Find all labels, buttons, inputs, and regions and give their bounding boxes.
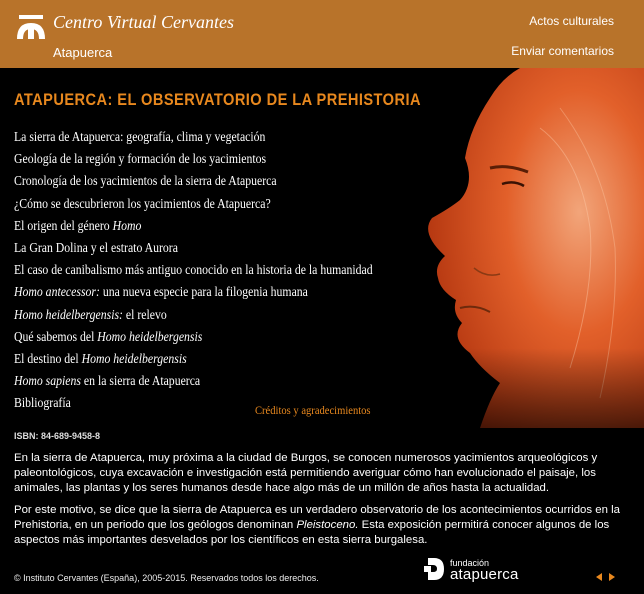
fundacion-label: fundación xyxy=(450,558,490,568)
page-title: ATAPUERCA: EL OBSERVATORIO DE LA PREHISTORIA xyxy=(14,90,421,109)
intro-paragraph-1: En la sierra de Atapuerca, muy próxima a la ciudad de Burgos, se conocen numerosos yacimientos arqueológicos y paleontológicos, cuya excavación e investigación está permitiendo averiguar cómo han evolucionado el paisaje, los animales, las plantas y los seres humanos desde hace algo más de un millón de años hasta la actualidad. xyxy=(14,452,598,494)
topic-text: Geología de la región y formación de los yacimientos xyxy=(14,152,267,168)
topic-italic: Homo heidelbergensis xyxy=(97,329,203,345)
topic-italic: Homo xyxy=(112,218,142,234)
intro2-italic: Pleistoceno. xyxy=(296,519,359,531)
topic-text: ¿Cómo se descubrieron los yacimientos de Atapuerca? xyxy=(14,196,271,212)
topic-link[interactable] xyxy=(14,285,308,300)
topic-italic: Homo antecessor: xyxy=(14,285,100,301)
copyright-notice: © Instituto Cervantes (España), 2005-2015. Reservados todos los derechos. xyxy=(14,573,319,583)
topic-link[interactable] xyxy=(14,330,202,345)
next-arrow-icon[interactable] xyxy=(609,573,615,581)
topic-text: La Gran Dolina y el estrato Aurora xyxy=(14,240,178,256)
topic-item[interactable] xyxy=(14,306,373,328)
topic-link[interactable] xyxy=(14,241,178,256)
topic-item[interactable] xyxy=(14,128,373,150)
isbn-label: ISBN: 84-689-9458-8 xyxy=(14,431,101,441)
credits-link[interactable]: Créditos y agradecimientos xyxy=(255,403,371,417)
topic-text-post: el relevo xyxy=(122,307,167,323)
topic-list xyxy=(14,128,441,416)
topic-text: El destino del xyxy=(14,351,82,367)
topic-text: Bibliografía xyxy=(14,396,71,412)
topic-item[interactable] xyxy=(14,195,373,217)
header-bar xyxy=(0,0,644,68)
intro2-text-a: Por este motivo, se dice que la sierra de Atapuerca es un verdadero observatorio de los acontecimientos ocurridos en la Prehistoria, en un periodo que los geólogos denominan xyxy=(14,504,620,531)
nav-actos-culturales-link[interactable]: Actos culturales xyxy=(529,14,614,28)
topic-text: La sierra de Atapuerca: geografía, clima y vegetación xyxy=(14,130,266,145)
topic-item[interactable] xyxy=(14,283,373,305)
topic-text: El origen del género xyxy=(14,218,113,234)
atapuerca-label: atapuerca xyxy=(450,566,519,583)
topic-link[interactable] xyxy=(14,374,200,389)
topic-text: Qué sabemos del xyxy=(14,329,98,345)
fundacion-logo-icon xyxy=(424,556,446,582)
topic-item[interactable] xyxy=(14,350,373,372)
topic-link[interactable] xyxy=(14,352,187,367)
topic-link[interactable] xyxy=(14,396,71,411)
topic-item[interactable] xyxy=(14,217,373,239)
topic-text-post: una nueva especie para la filogenia humana xyxy=(99,285,308,301)
prev-arrow-icon[interactable] xyxy=(596,573,602,581)
topic-item[interactable] xyxy=(14,328,373,350)
intro2-text-b: Esta exposición permitirá conocer algunos de los aspectos más importantes desvelados por los científicos en esta sierra burgalesa. xyxy=(14,519,610,546)
cervantes-logo-icon[interactable] xyxy=(15,13,47,41)
topic-text: Cronología de los yacimientos de la sierra de Atapuerca xyxy=(14,174,277,190)
topic-italic: Homo heidelbergensis: xyxy=(14,307,123,323)
section-name[interactable]: Atapuerca xyxy=(53,45,113,60)
topic-link[interactable] xyxy=(14,308,167,323)
topic-link[interactable] xyxy=(14,263,373,278)
topic-link[interactable] xyxy=(14,130,265,145)
topic-text-post: en la sierra de Atapuerca xyxy=(80,374,201,390)
fundacion-atapuerca-logo[interactable] xyxy=(424,556,524,584)
topic-italic: Homo heidelbergensis xyxy=(81,351,187,367)
topic-item[interactable] xyxy=(14,261,373,283)
topic-item[interactable] xyxy=(14,150,373,172)
topic-link[interactable] xyxy=(14,197,271,212)
topic-item[interactable] xyxy=(14,372,373,394)
topic-link[interactable] xyxy=(14,174,277,189)
nav-enviar-comentarios-link[interactable]: Enviar comentarios xyxy=(511,44,614,58)
topic-link[interactable] xyxy=(14,152,266,167)
site-title[interactable]: Centro Virtual Cervantes xyxy=(53,12,234,32)
topic-link[interactable] xyxy=(14,219,141,234)
topic-text: El caso de canibalismo más antiguo conocido en la historia de la humanidad xyxy=(14,263,373,279)
topic-item[interactable] xyxy=(14,172,373,194)
topic-italic: Homo sapiens xyxy=(14,374,81,390)
intro-paragraph-2 xyxy=(14,503,626,548)
topic-item[interactable] xyxy=(14,239,373,261)
